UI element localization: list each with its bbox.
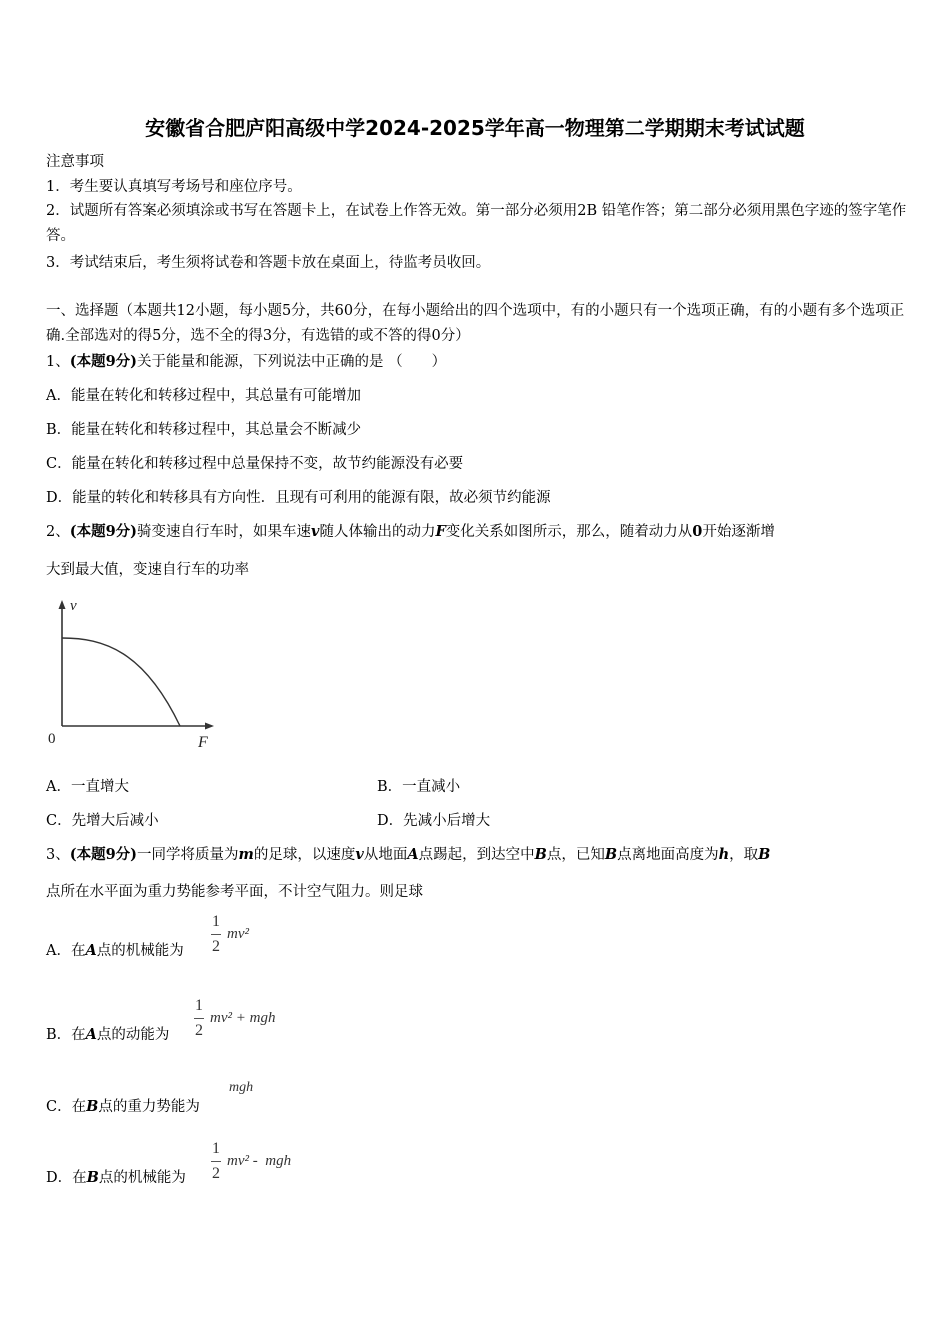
option-var: B xyxy=(86,1098,99,1115)
question-3-stem-line2: 点所在水平面为重力势能参考平面，不计空气阻力。则足球 xyxy=(46,884,423,900)
question-2-stem-line2: 大到最大值，变速自行车的功率 xyxy=(46,562,249,578)
question-number: 2、 xyxy=(46,524,70,540)
section-intro: 一、选择题（本题共12小题，每小题5分，共60分，在每小题给出的四个选项中，有的小题只有一个选项正确，有的小题有多个选项正确.全部选对的得5分，选不全的得3分，有选错的或不答的得0分） xyxy=(46,303,905,344)
stem-part: 一同学将质量为 xyxy=(137,847,239,863)
var-B: B xyxy=(758,846,771,863)
note-item-2: 2．试题所有答案必须填涂或书写在答题卡上，在试卷上作答无效。第一部分必须用2B 铅笔作答；第二部分必须用黑色字迹的签字笔作答。 xyxy=(46,203,907,244)
stem-part: 的足球，以速度 xyxy=(253,847,356,863)
var-m: m xyxy=(238,846,254,863)
question-number: 3、 xyxy=(46,847,70,863)
q2-option-d: D．先减小后增大 xyxy=(377,813,491,829)
q3-a-expr: mv² xyxy=(227,926,249,942)
y-axis-arrow xyxy=(59,600,66,609)
x-axis-label: F xyxy=(198,734,208,751)
q2-option-a: A．一直增大 xyxy=(46,779,129,795)
q3-option-c xyxy=(46,1097,908,1117)
q2-options-row-2 xyxy=(46,811,908,831)
question-score: (本题9分) xyxy=(69,523,138,540)
var-B: B xyxy=(534,846,547,863)
y-axis-label: v xyxy=(70,598,77,614)
note-item-3: 3．考试结束后，考生须将试卷和答题卡放在桌面上，待监考员收回。 xyxy=(46,255,491,271)
origin-label: 0 xyxy=(48,731,56,747)
question-score: (本题9分) xyxy=(69,353,138,370)
page-title: 安徽省合肥庐阳高级中学2024-2025学年高一物理第二学期期末考试试题 xyxy=(145,116,805,140)
var-v: v xyxy=(311,523,320,540)
q3-a-frac-num: 1 xyxy=(212,913,220,930)
question-score: (本题9分) xyxy=(69,846,138,863)
option-prefix: B．在 xyxy=(46,1027,86,1043)
q2-option-c: C．先增大后减小 xyxy=(46,813,159,829)
stem-part: ，取 xyxy=(729,847,759,863)
q3-d-frac-num: 1 xyxy=(212,1140,220,1157)
question-3-stem xyxy=(46,845,908,865)
q3-a-frac-den: 2 xyxy=(212,938,220,955)
q3-b-frac-bar xyxy=(194,1018,204,1019)
q3-a-frac-bar xyxy=(211,934,221,935)
q3-b-expr: mv² + mgh xyxy=(210,1010,276,1026)
note-item-1: 1．考生要认真填写考场号和座位序号。 xyxy=(46,179,302,195)
option-prefix: A．在 xyxy=(46,943,86,959)
option-text: 点的动能为 xyxy=(96,1027,170,1043)
stem-part: 开始逐渐增 xyxy=(702,524,775,540)
q1-option-c: C．能量在转化和转移过程中总量保持不变，故节约能源没有必要 xyxy=(46,456,464,472)
v-f-graph xyxy=(44,596,224,756)
q3-b-frac-den: 2 xyxy=(195,1022,203,1039)
stem-part: 点，已知 xyxy=(546,847,605,863)
q3-c-expr: mgh xyxy=(229,1080,254,1095)
q1-option-a: A．能量在转化和转移过程中，其总量有可能增加 xyxy=(46,388,361,404)
notes-heading: 注意事项 xyxy=(46,154,104,170)
option-var: A xyxy=(85,1026,97,1043)
v-f-curve xyxy=(62,638,180,726)
q2-option-b: B．一直减小 xyxy=(377,779,461,795)
var-h: h xyxy=(718,846,730,863)
q1-option-d: D．能量的转化和转移具有方向性．且现有可利用的能源有限，故必须节约能源 xyxy=(46,490,551,506)
option-text: 点的重力势能为 xyxy=(98,1099,200,1115)
stem-part: 点离地面高度为 xyxy=(617,847,719,863)
option-var: B xyxy=(86,1169,99,1186)
option-var: A xyxy=(85,942,97,959)
q2-options-row-1 xyxy=(46,777,908,797)
question-2-stem xyxy=(46,522,908,542)
q3-option-a xyxy=(46,941,908,961)
var-v: v xyxy=(355,846,364,863)
q3-d-expr: mv² - mgh xyxy=(227,1153,292,1169)
var-A: A xyxy=(407,846,419,863)
q3-d-frac-bar xyxy=(211,1161,221,1162)
zero: 0 xyxy=(692,523,703,540)
question-number: 1、 xyxy=(46,354,70,370)
stem-part: 从地面 xyxy=(363,847,408,863)
q1-option-b: B．能量在转化和转移过程中，其总量会不断减少 xyxy=(46,422,362,438)
option-text: 点的机械能为 xyxy=(96,943,184,959)
stem-part: 点踢起，到达空中 xyxy=(418,847,535,863)
q3-d-frac-den: 2 xyxy=(212,1165,220,1182)
option-prefix: D．在 xyxy=(46,1170,87,1186)
option-prefix: C．在 xyxy=(46,1099,87,1115)
question-1-stem xyxy=(46,352,908,372)
var-B: B xyxy=(604,846,618,863)
var-F: F xyxy=(435,523,446,540)
question-text: 关于能量和能源，下列说法中正确的是 （ ） xyxy=(137,354,447,370)
x-axis-arrow xyxy=(205,723,214,730)
q3-option-b xyxy=(46,1025,908,1045)
q3-option-d xyxy=(46,1168,908,1188)
stem-part: 随人体输出的动力 xyxy=(319,524,436,540)
stem-part: 骑变速自行车时，如果车速 xyxy=(137,524,312,540)
option-text: 点的机械能为 xyxy=(98,1170,186,1186)
stem-part: 变化关系如图所示，那么，随着动力从 xyxy=(445,524,693,540)
q3-b-frac-num: 1 xyxy=(195,997,203,1014)
